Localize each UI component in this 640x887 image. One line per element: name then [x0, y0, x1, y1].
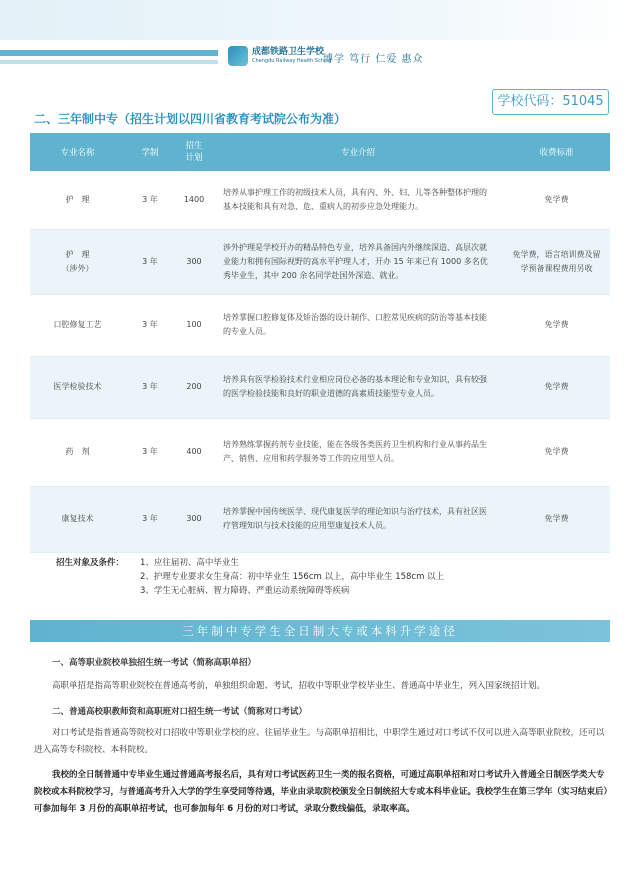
- requirement-item: 2、护理专业要求女生身高：初中毕业生 156cm 以上，高中毕业生 158cm 以上: [140, 572, 445, 582]
- fee: 免学费: [544, 194, 569, 204]
- header-fee: 收费标准: [539, 148, 574, 158]
- school-code: 学校代码：51045: [492, 89, 609, 115]
- table-row: [30, 418, 610, 486]
- major-name: 康复技术: [61, 514, 94, 523]
- path1-title: 一、高等职业院校单独招生统一考试（简称高职单招）: [52, 658, 257, 668]
- major-name: 口腔修复工艺: [53, 320, 102, 329]
- intro: 培养熟练掌握药剂专业技能，能在各级各类医药卫生机构和行业从事药品生产、销售、应用和药学服务等工作的应用型人员。: [223, 440, 487, 463]
- logo-name-en: Chengdu Railway Health School: [252, 58, 332, 64]
- plan: 100: [186, 320, 202, 329]
- header-accent-bar: [0, 50, 218, 56]
- years: 3 年: [142, 320, 158, 329]
- requirement-item: 3、学生无心脏病、智力障碍、严重运动系统障碍等疾病: [140, 586, 350, 596]
- pathway-banner: 三年制中专学生全日制大专或本科升学途径: [30, 620, 610, 642]
- fee: 免学费: [544, 382, 569, 391]
- path2-title: 二、普通高校职教师资和高职班对口招生统一考试（简称对口考试）: [52, 707, 308, 717]
- header-background: [0, 0, 640, 40]
- table-row: [30, 229, 610, 294]
- plan: 400: [186, 447, 202, 456]
- plan: 200: [186, 382, 202, 391]
- plan: 1400: [183, 194, 205, 204]
- plan: 300: [186, 514, 202, 523]
- table-row: [30, 171, 610, 229]
- years: 3 年: [142, 514, 158, 523]
- header-years: 学制: [141, 148, 159, 158]
- fee: 免学费: [544, 320, 569, 329]
- years: 3 年: [142, 447, 158, 456]
- plan: 300: [186, 256, 202, 266]
- table-row: [30, 294, 610, 356]
- major-name: 护 理: [65, 194, 90, 204]
- school-logo: [228, 46, 332, 66]
- intro: 培养掌握中国传统医学、现代康复医学的理论知识与治疗技术，具有社区医疗管理知识与技术技能的应用型康复技术人员。: [223, 507, 487, 530]
- section-title: 二、三年制中专（招生计划以四川省教育考试院公布为准）: [34, 112, 347, 126]
- logo-name-cn: 成都铁路卫生学校: [252, 47, 325, 57]
- table-header-row: [30, 133, 610, 171]
- table-row: [30, 356, 610, 418]
- fee: 免学费，语言培训费及留学预备课程费用另收: [512, 249, 601, 273]
- fee: 免学费: [544, 447, 569, 456]
- school-emblem-icon: [228, 46, 248, 66]
- years: 3 年: [142, 194, 158, 204]
- years: 3 年: [142, 382, 158, 391]
- major-name: 护 理 （涉外）: [61, 249, 94, 273]
- path1-text: 高职单招是指高等职业院校在普通高考前，单独组织命题、考试，招收中等职业学校毕业生、普通高中毕业生，列入国家统招计划。: [52, 681, 546, 691]
- header-accent-bar-light: [0, 60, 218, 64]
- table-row: [30, 486, 610, 552]
- program-table: [30, 133, 610, 553]
- major-name: 医学检验技术: [53, 382, 102, 391]
- requirements-label: 招生对象及条件：: [56, 558, 125, 568]
- requirement-item: 1、应往届初、高中毕业生: [140, 558, 239, 568]
- intro: 培养掌握口腔修复体及矫治器的设计制作、口腔常见疾病的防治等基本技能的专业人员。: [223, 313, 487, 336]
- years: 3 年: [142, 256, 158, 266]
- intro: 培养从事护理工作的初级技术人员，具有内、外、妇、儿等各种整体护理的基本技能和具有对急、危、重病人的初步应急处理能力。: [223, 187, 487, 211]
- admission-requirements: [56, 556, 444, 598]
- path2-text: 对口考试是指普通高等院校对口招收中等职业学校的应、往届毕业生。与高职单招相比，中职学生通过对口考试不仅可以进入高等职业院校，还可以进入高等专科院校、本科院校。: [34, 728, 605, 755]
- closing-paragraph: 我校的全日制普通中专毕业生通过普通高考报名后，具有对口考试医药卫生一类的报名资格，可通过高职单招和对口考试升入普通全日制医学类大专院校或本科院校学习，与普通高考升入大学的学生享受同等待遇，毕业由录取院校颁发全日制统招大专或本科毕业证。我校学生在第三学年（实习结束后）可参加每年 3 月份的高职单招考试，也可参加每年 6 月份的对口考试，录取分数线偏低，录取率高。: [34, 770, 613, 814]
- fee: 免学费: [544, 514, 569, 523]
- header-plan: 招生 计划: [185, 141, 203, 163]
- header-major: 专业名称: [60, 148, 95, 158]
- header-intro: 专业介绍: [340, 148, 375, 158]
- major-name: 药 剂: [65, 447, 90, 456]
- intro: 培养具有医学检验技术行业相应岗位必备的基本理论和专业知识，具有较强的医学检验技能和良好的职业道德的高素质技能型专业人员。: [223, 375, 487, 398]
- intro: 涉外护理是学校开办的精品特色专业，培养具备国内外继续深造、高层次就业能力和拥有国际视野的高水平护理人才，开办 15 年来已有 1000 多名优秀毕业生，其中 200 余名同学赴国外深造、就业。: [223, 242, 488, 280]
- school-motto: 博学 笃行 仁爱 惠众: [323, 54, 424, 65]
